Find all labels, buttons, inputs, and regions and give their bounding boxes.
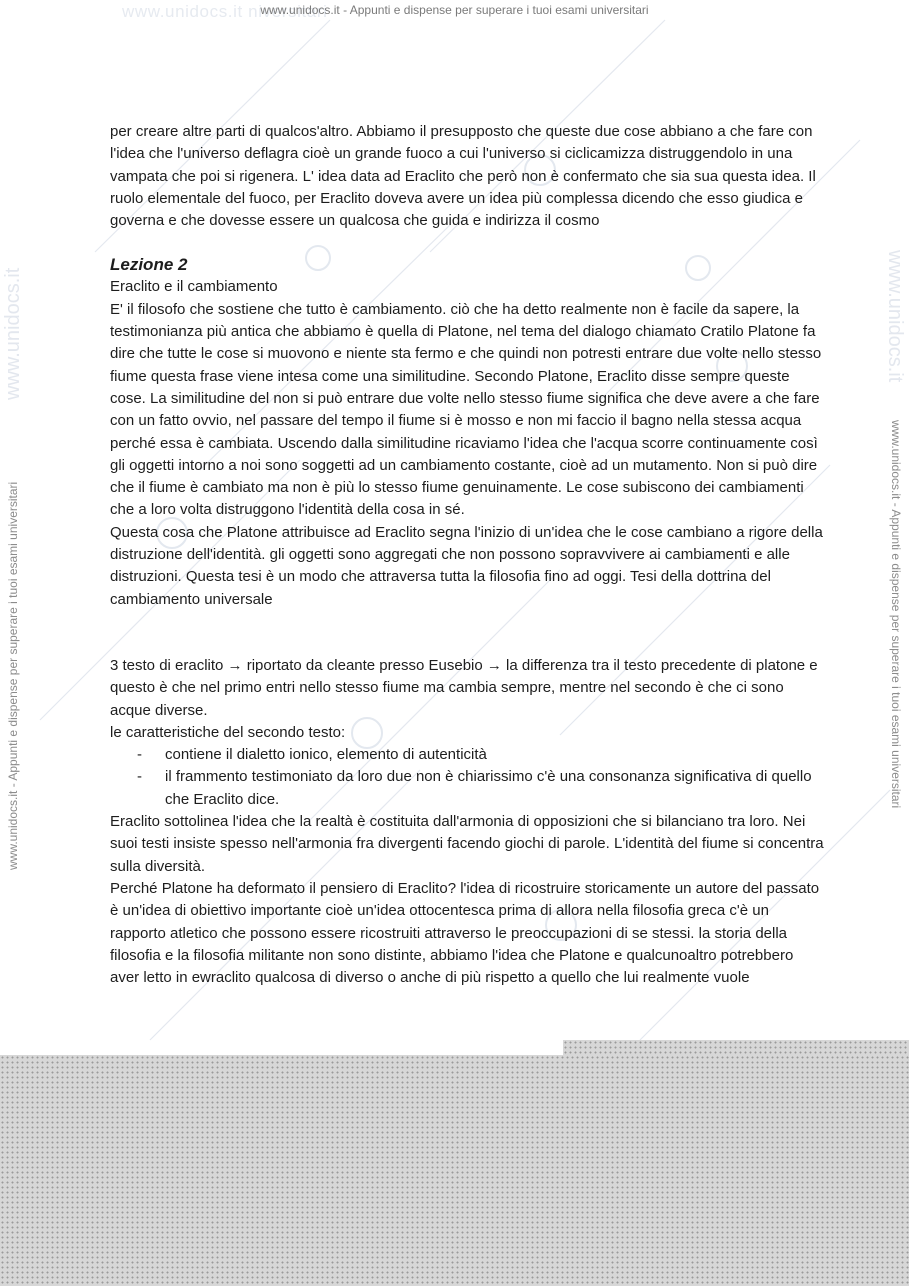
lesson-subheading: Eraclito e il cambiamento bbox=[110, 278, 278, 296]
left-ghost-watermark: www.unidocs.it bbox=[2, 267, 24, 400]
bullet-marker: - bbox=[137, 768, 142, 786]
list-item: - contiene il dialetto ionico, elemento di autenticità bbox=[110, 744, 826, 766]
preview-cover-tab bbox=[563, 1040, 909, 1056]
left-side-watermark: www.unidocs.it - Appunti e dispense per superare i tuoi esami universitari bbox=[6, 481, 20, 870]
right-side-watermark: www.unidocs.it - Appunti e dispense per superare i tuoi esami universitari bbox=[889, 420, 903, 809]
document-body bbox=[110, 121, 826, 989]
preview-cover bbox=[0, 1055, 909, 1286]
paragraph-1: E' il filosofo che sostiene che tutto è cambiamento. ciò che ha detto realmente non è facile da sapere, la testimonianza più antica che abbiamo è quella di Platone, nel tema del dialogo chiamato Cratilo Platone fa dire che tutte le cose si muovono e niente sta fermo e che quindi non potresti entrare due volte nello stesso fiume questa frase viene intesa come una similitudine. Secondo Platone, Eraclito disse sempre queste cose. La similitudine del non si può entrare due volte nello stesso fiume significa che deve avere a che fare con un fatto ovvio, nel passare del tempo il fiume si è mosso e non mi faccio il bagno nella stessa acqua perché essa è cambiata. Uscendo dalla similitudine ricaviamo l'idea che l'acqua scorre continuamente così gli oggetti intorno a noi sono soggetti ad un cambiamento costante, cioè ad un mutamento. Non si può dire che il fiume è cambiato ma non è più lo stesso fiume genuinamente. Le cose subiscono dei cambiamenti che a loro volta distruggono l'identità della cosa in sé. bbox=[110, 300, 822, 519]
right-ghost-watermark: www.unidocs.it bbox=[884, 250, 906, 383]
lesson-heading: Lezione 2 bbox=[110, 255, 188, 275]
paragraph-3: 3 testo di eraclito → riportato da cleante presso Eusebio → la differenza tra il testo precedente di platone e questo è che nel primo entri nello stesso fiume ma cambia sempre, mentre nel secondo è che ci sono acque diverse. bbox=[110, 656, 818, 719]
header-watermark: www.unidocs.it - Appunti e dispense per superare i tuoi esami universitari bbox=[260, 3, 649, 17]
paragraph-2: Questa cosa che Platone attribuisce ad Eraclito segna l'inizio di un'idea che le cose cambiano a rigore della distruzione dell'identità. gli oggetti sono aggregati che non possono sopravvivere ai cambiamenti e alle distruzioni. Questa tesi è un modo che attraversa tutta la filosofia fino ad oggi. Tesi della dottrina del cambiamento universale bbox=[110, 523, 823, 608]
list-item: - il frammento testimoniato da loro due non è chiarissimo c'è una consonanza significativa di quello che Eraclito dice. bbox=[137, 768, 812, 808]
paragraph-5: Perché Platone ha deformato il pensiero di Eraclito? l'idea di ricostruire storicamente un autore del passato è un'idea di obiettivo importante cioè un'idea ottocentesca prima di allora nella filosofia greca c'è un rapporto atletico che possono essere ricostruiti attraverso le preoccupazioni di se stessi. la storia della filosofia e la filosofia militante non sono distinte, abbiamo l'idea che Platone e qualcunoaltro potrebbero aver letto in ewraclito qualcosa di diverso o anche di più rispetto a quello che lui realmente vuole bbox=[110, 879, 820, 987]
list-intro: le caratteristiche del secondo testo: bbox=[110, 723, 346, 741]
bullet-marker: - bbox=[137, 746, 142, 764]
characteristics-list bbox=[110, 744, 826, 811]
paragraph-4: Eraclito sottolinea l'idea che la realtà è costituita dall'armonia di opposizioni che si bilanciano tra loro. Nei suoi testi insiste spesso nell'armonia fra divergenti facendo giochi di parole. L'identità del fiume si concentra sulla diversità. bbox=[110, 813, 824, 875]
intro-paragraph: per creare altre parti di qualcos'altro. Abbiamo il presupposto che queste due cose abbiano a che fare con l'idea che l'universo deflagra cioè un grande fuoco a cui l'universo si ciclicamizza distruggendolo in una vampata che poi si rigenera. L' idea data ad Eraclito che però non è confermato che sia sua questa idea. Il ruolo elementale del fuoco, per Eraclito doveva avere un idea più complessa dicendo che esso giudica e governa e che dovesse essere un qualcosa che guida e indirizza il cosmo bbox=[110, 123, 816, 230]
header-ghost-watermark: www.unidocs.it niversitari bbox=[122, 2, 328, 21]
